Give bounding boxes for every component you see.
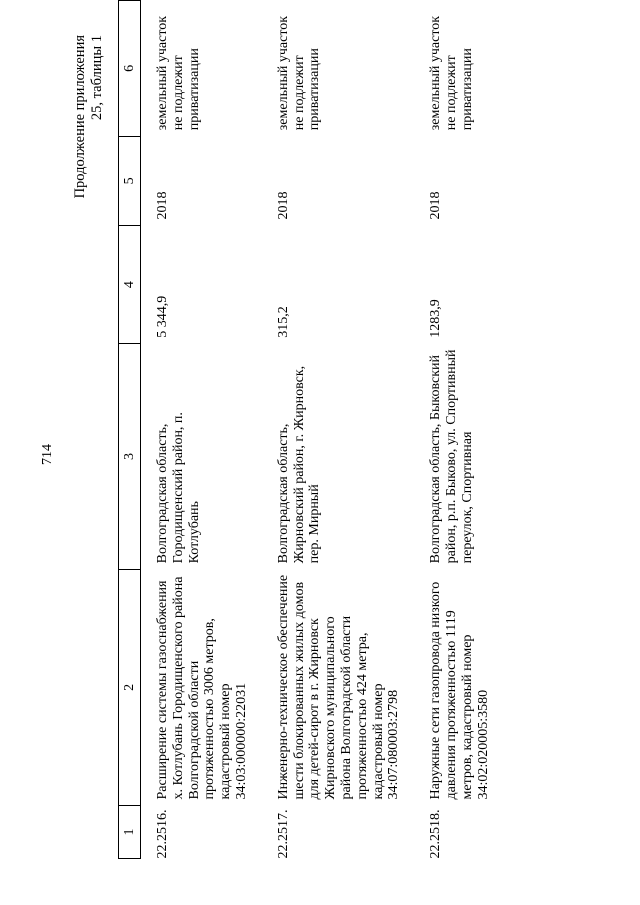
row-number: 22.2518.	[428, 809, 444, 859]
object-value: 1283,9	[428, 299, 444, 338]
object-year: 2018	[155, 191, 170, 220]
object-address: Волгоградская область, Городищенский район, п. Котлубань	[155, 412, 202, 564]
row-number: 22.2516.	[155, 809, 170, 859]
object-note: земельный участок не подлежит приватизации	[428, 15, 475, 131]
column-number-row	[119, 1, 141, 859]
object-name: Расширение системы газоснабжения х. Котлубань Городищенского района Волгоградской области протяженностью 3006 метров, кадастровый номер 34:03:000000:22031	[155, 576, 249, 800]
property-table	[118, 0, 503, 859]
table-caption: Продолжение приложения 25, таблицы 1	[72, 35, 105, 199]
column-header: 4	[119, 225, 141, 343]
column-header: 2	[119, 569, 141, 805]
table-row	[414, 1, 503, 859]
object-value: 315,2	[275, 306, 291, 338]
column-header: 3	[119, 344, 141, 570]
object-note: земельный участок не подлежит приватизации	[275, 15, 323, 131]
object-value: 5 344,9	[155, 295, 170, 338]
row-number: 22.2517.	[275, 809, 291, 859]
object-address: Волгоградская область, Жирновский район, г. Жирновск, пер. Мирный	[275, 365, 323, 564]
column-header: 5	[119, 136, 141, 225]
column-header: 1	[119, 806, 141, 859]
object-year: 2018	[428, 191, 444, 220]
table-row	[141, 1, 262, 859]
object-address: Волгоградская область, Быковский район, р.п. Быково, ул. Спортивный переулок, Спортивная	[428, 349, 475, 564]
object-name: Инженерно-техническое обеспечение шести блокированных жилых домов для детей-сирот в г. Жирновск Жирновского муниципального района Волгоградской области протяженностью 424 метра, кадастровый номер 34:07:080003:2798	[275, 574, 402, 800]
page-number: 714	[40, 444, 55, 465]
object-year: 2018	[275, 191, 291, 220]
object-name: Наружные сети газопровода низкого давления протяженностью 1119 метров, кадастровый номер 34:02:020005:3580	[428, 581, 491, 800]
object-note: земельный участок не подлежит приватизации	[155, 15, 202, 131]
table-row	[262, 1, 414, 859]
column-header: 6	[119, 1, 141, 137]
